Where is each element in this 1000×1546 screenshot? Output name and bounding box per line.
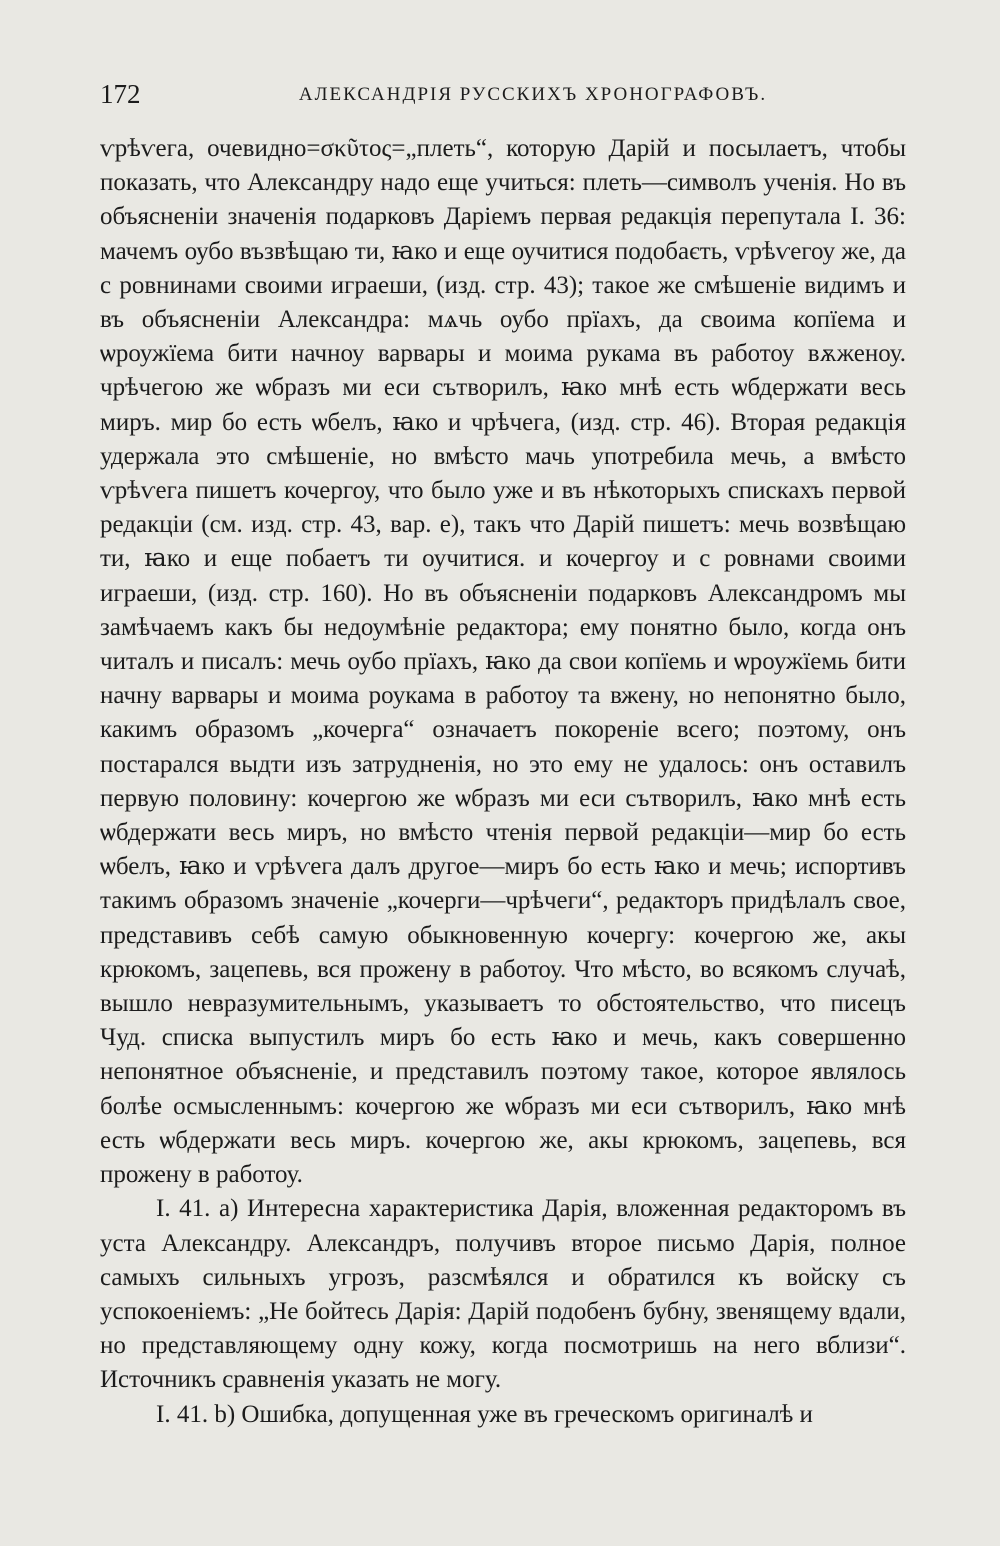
paragraph-continuation: ѵрѣѵега, очевидно=σκῦτος=„плеть“, которую Дарій и посылаетъ, чтобы показать, что Александру надо еще учиться: плеть—символъ ученія. Но въ объясненіи значенія подарковъ Даріемъ первая редакція перепутала I. 36: мачемъ оубо възвѣщаю ти, ꙗко и еще оучитися подобаєть, ѵрѣѵегоу же, да с ровнинами своими играеши, (изд. стр. 43); такое же смѣшеніе видимъ и въ объясненіи Александра: мѧчь оубо прїахъ, да своима копїема и ѡроужїема бити начноу варвары и моима рукама въ работоу вѫженоу. чрѣчегою же ѡбразъ ми еси сътворилъ, ꙗко мнѣ есть ѡбдержати весь миръ. мир бо есть ѡбелъ, ꙗко и чрѣчега, (изд. стр. 46). Вторая редакція удержала это смѣшеніе, но вмѣсто мачь употребила мечь, а вмѣсто ѵрѣѵега пишетъ кочергоу, что было уже и въ нѣкоторыхъ спискахъ первой редакціи (см. изд. стр. 43, вар. е), такъ что Дарій пишетъ: мечь возвѣщаю ти, ꙗко и еще побаетъ ти оучитися. и кочергоу и с ровнами своими играеши, (изд. стр. 160). Но въ объясненіи подарковъ Александромъ мы замѣчаемъ какъ бы недоумѣніе редактора; ему понятно было, когда онъ читалъ и писалъ: мечь оубо прїахъ, ꙗко да свои копїемь и ѡроужїемь бити начну варвары и моима роукама в работоу та вжену, но непонятно было, какимъ образомъ „кочерга“ означаетъ покореніе всего; поэтому, онъ постарался выдти изъ затрудненія, но это ему не удалось: онъ оставилъ первую половину: кочергою же ѡбразъ ми еси сътворилъ, ꙗко мнѣ есть ѡбдержати весь миръ, но вмѣсто чтенія первой редакціи—мир бо есть ѡбелъ, ꙗко и ѵрѣѵега далъ другое—миръ бо есть ꙗко и мечь; испортивъ такимъ образомъ значеніе „кочерги—чрѣчеги“, редакторъ придѣлалъ свое, представивъ себѣ самую обыкновенную кочергу: кочергою же, акы крюкомъ, зацепевь, вся прожену в работоу. Что мѣсто, во всякомъ случаѣ, вышло невразумительнымъ, указываетъ то обстоятельство, что писецъ Чуд. списка выпустилъ миръ бо есть ꙗко и мечь, какъ совершенно непонятное объясненіе, и представилъ поэтому такое, которое являлось болѣе осмысленнымъ: кочергою же ѡбразъ ми еси сътворилъ, ꙗко мнѣ есть ѡбдержати весь миръ. кочергою же, акы крюкомъ, зацепевь, вся прожену в работоу. (100, 135, 906, 1189)
running-title: АЛЕКСАНДРІЯ РУССКИХЪ ХРОНОГРАФОВЪ. (298, 84, 768, 105)
page-number: 172 (100, 79, 141, 109)
paragraph-section-41a: I. 41. a) Интересна характеристика Дарія, вложенная редакторомъ въ уста Александру. Александръ, получивъ второе письмо Дарія, полное самыхъ сильныхъ угрозъ, разсмѣялся и обратился къ войску съ успокоеніемъ: „Не бойтесь Дарія: Дарій подобенъ бубну, звенящему вдали, но представляющему одну кожу, когда посмотришь на него вблизи“. Источникъ сравненія указать не могу. (100, 1195, 906, 1394)
paragraph-section-41b: I. 41. b) Ошибка, допущенная уже въ греческомъ оригиналѣ и (156, 1400, 813, 1428)
running-head (100, 76, 906, 112)
body-text (100, 132, 906, 1432)
